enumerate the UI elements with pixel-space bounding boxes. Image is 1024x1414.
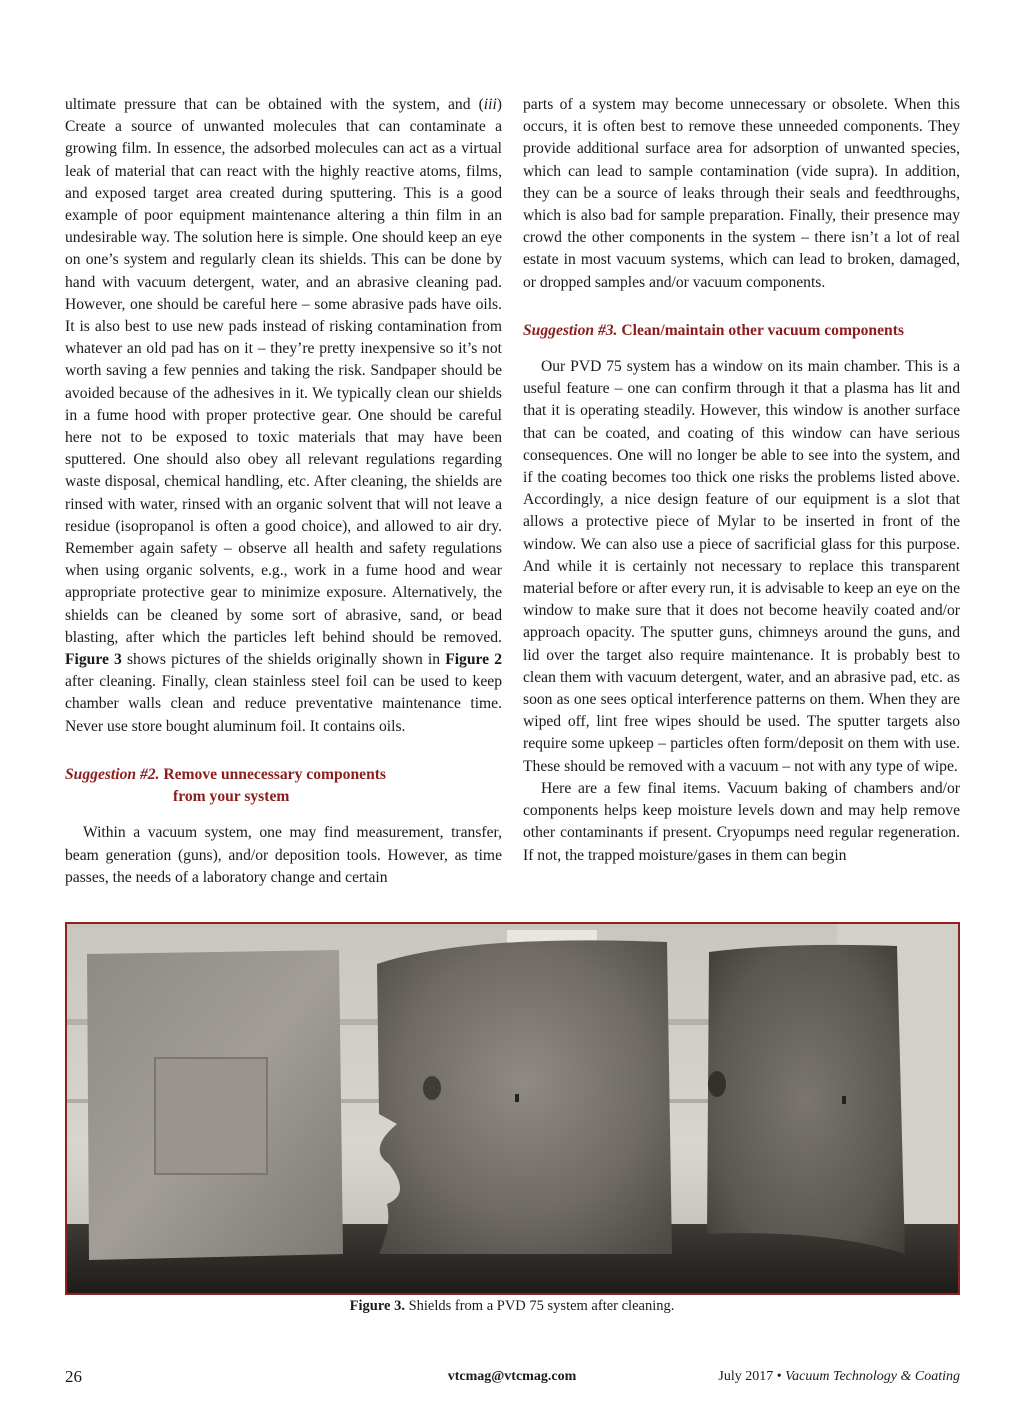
right-paragraph-3: Here are a few final items. Vacuum baking of chambers and/or components helps keep moisture levels down and may help remove other contaminants if present. Cryopumps need regular regeneration. If not, the trapped moisture/gases in them can begin (523, 779, 960, 864)
figure-3-photo (65, 922, 960, 1295)
text-span: after cleaning. Finally, clean stainless steel foil can be used to keep chamber walls clean and reduce preventative maintenance time. Never use store bought aluminum foil. It contains oils. (65, 673, 502, 735)
magazine-name: Vacuum Technology & Coating (785, 1369, 960, 1384)
text-span: ultimate pressure that can be obtained with the system, and ( (65, 96, 484, 113)
right-paragraph-2: Our PVD 75 system has a window on its main chamber. This is a useful feature – one can confirm through it that a plasma has lit and that it is operating steadily. However, this window is another surface that can be coated, and coating of this window can have serious consequences. One will no longer be able to see into the system, and if the coating becomes too thick one risks the problems listed above. Accordingly, a nice design feature of our equipment is a slot that allows a protective piece of Mylar to be inserted in front of the window. We can also use a piece of sacrificial glass for this purpose. And while it is certainly not necessary to replace this transparent material before or after every run, it is advisable to keep an eye on the window to make sure that it does not become heavily coated and/or approach opacity. The sputter guns, chimneys around the guns, and lid over the target also require maintenance. It is probably best to clean them with vacuum detergent, water, and an abrasive pad, etc. as soon as one sees optical interference patterns on them. When they are wiped off, lint free wipes should be used. The sputter targets also require some upkeep – particles often form/deposit on them with use. These should be removed with a vacuum – not with any type of wipe. (523, 358, 960, 775)
left-paragraph-2: Within a vacuum system, one may find measurement, transfer, beam generation (guns), and/or deposition tools. However, as time passes, the needs of a laboratory change and certain (65, 824, 502, 886)
suggestion-title-line2: from your system (173, 788, 290, 806)
suggestion-3-heading (523, 320, 960, 342)
text-span: shows pictures of the shields originally shown in (121, 651, 446, 669)
suggestion-title: Clean/maintain other vacuum components (621, 321, 904, 339)
text-span: ) Create a source of unwanted molecules that can contaminate a growing film. In essence, the adsorbed molecules can act as a virtual leak of material that can react with the highly reactive atoms, films, and exposed target area created during sputtering. This is a good example of poor equipment maintenance altering a thin film in an undesirable way. The solution here is simple. One should keep an eye on one’s system and regularly clean its shields. This can be done by hand with vacuum detergent, water, and an abrasive cleaning pad. However, one should be careful here – some abrasive pads have oils. It is also best to use new pads instead of risking contamination from whatever an old pad has on it – they’re pretty inexpensive so it’s not worth saving a few pennies and taking the risk. Sandpaper should be avoided because of the adhesives in it. We typically clean our shields in a fume hood with proper protective gear. One should be careful here not to be exposed to toxic materials that may have been sputtered. One should also obey all relevant regulations regarding waste disposal, chemical handling, etc. After cleaning, the shields are rinsed with water, rinsed with an organic solvent that will not leave a residue (isopropanol is often a good choice), and allowed to air dry. Remember again safety – observe all health and safety regulations when using organic solvents, e.g., work in a fume hood and wear appropriate protective gear to minimize exposure. Alternatively, the shields can be cleaned by some sort of abrasive, sand, or bead blasting, after which the particles left behind should be removed. (65, 96, 502, 646)
figure-3-reference: Figure 3 (65, 651, 122, 669)
figure-2-reference: Figure 2 (445, 651, 503, 669)
text-italic: iii (483, 96, 497, 113)
left-paragraph-1 (65, 94, 502, 738)
separator-bullet: • (776, 1369, 782, 1384)
right-column (523, 94, 960, 867)
caption-text: Shields from a PVD 75 system after cleaning. (404, 1298, 675, 1314)
issue-date: July 2017 (718, 1369, 774, 1384)
caption-label: Figure 3. (349, 1298, 405, 1314)
suggestion-2-heading (65, 764, 502, 808)
left-column (65, 94, 502, 889)
page-number: 26 (65, 1367, 82, 1386)
footer-issue (718, 1369, 960, 1385)
suggestion-label: Suggestion #3. (523, 321, 618, 339)
suggestion-label: Suggestion #2. (65, 765, 160, 783)
right-paragraph-1: parts of a system may become unnecessary or obsolete. When this occurs, it is often best to remove these unneeded components. They provide additional surface area for adsorption of unwanted species, which can lead to sample contamination (vide supra). In addition, they can be a source of leaks through their seals and feedthroughs, which is also bad for sample preparation. Finally, their presence may crowd the other components in the system – there isn’t a lot of real estate in most vacuum systems, which can lead to broken, damaged, or dropped samples and/or vacuum components. (523, 96, 960, 291)
figure-caption (0, 1298, 1024, 1315)
shields-photo-illustration (67, 924, 958, 1293)
footer-email: vtcmag@vtcmag.com (447, 1369, 577, 1384)
suggestion-title: Remove unnecessary components (163, 765, 386, 783)
